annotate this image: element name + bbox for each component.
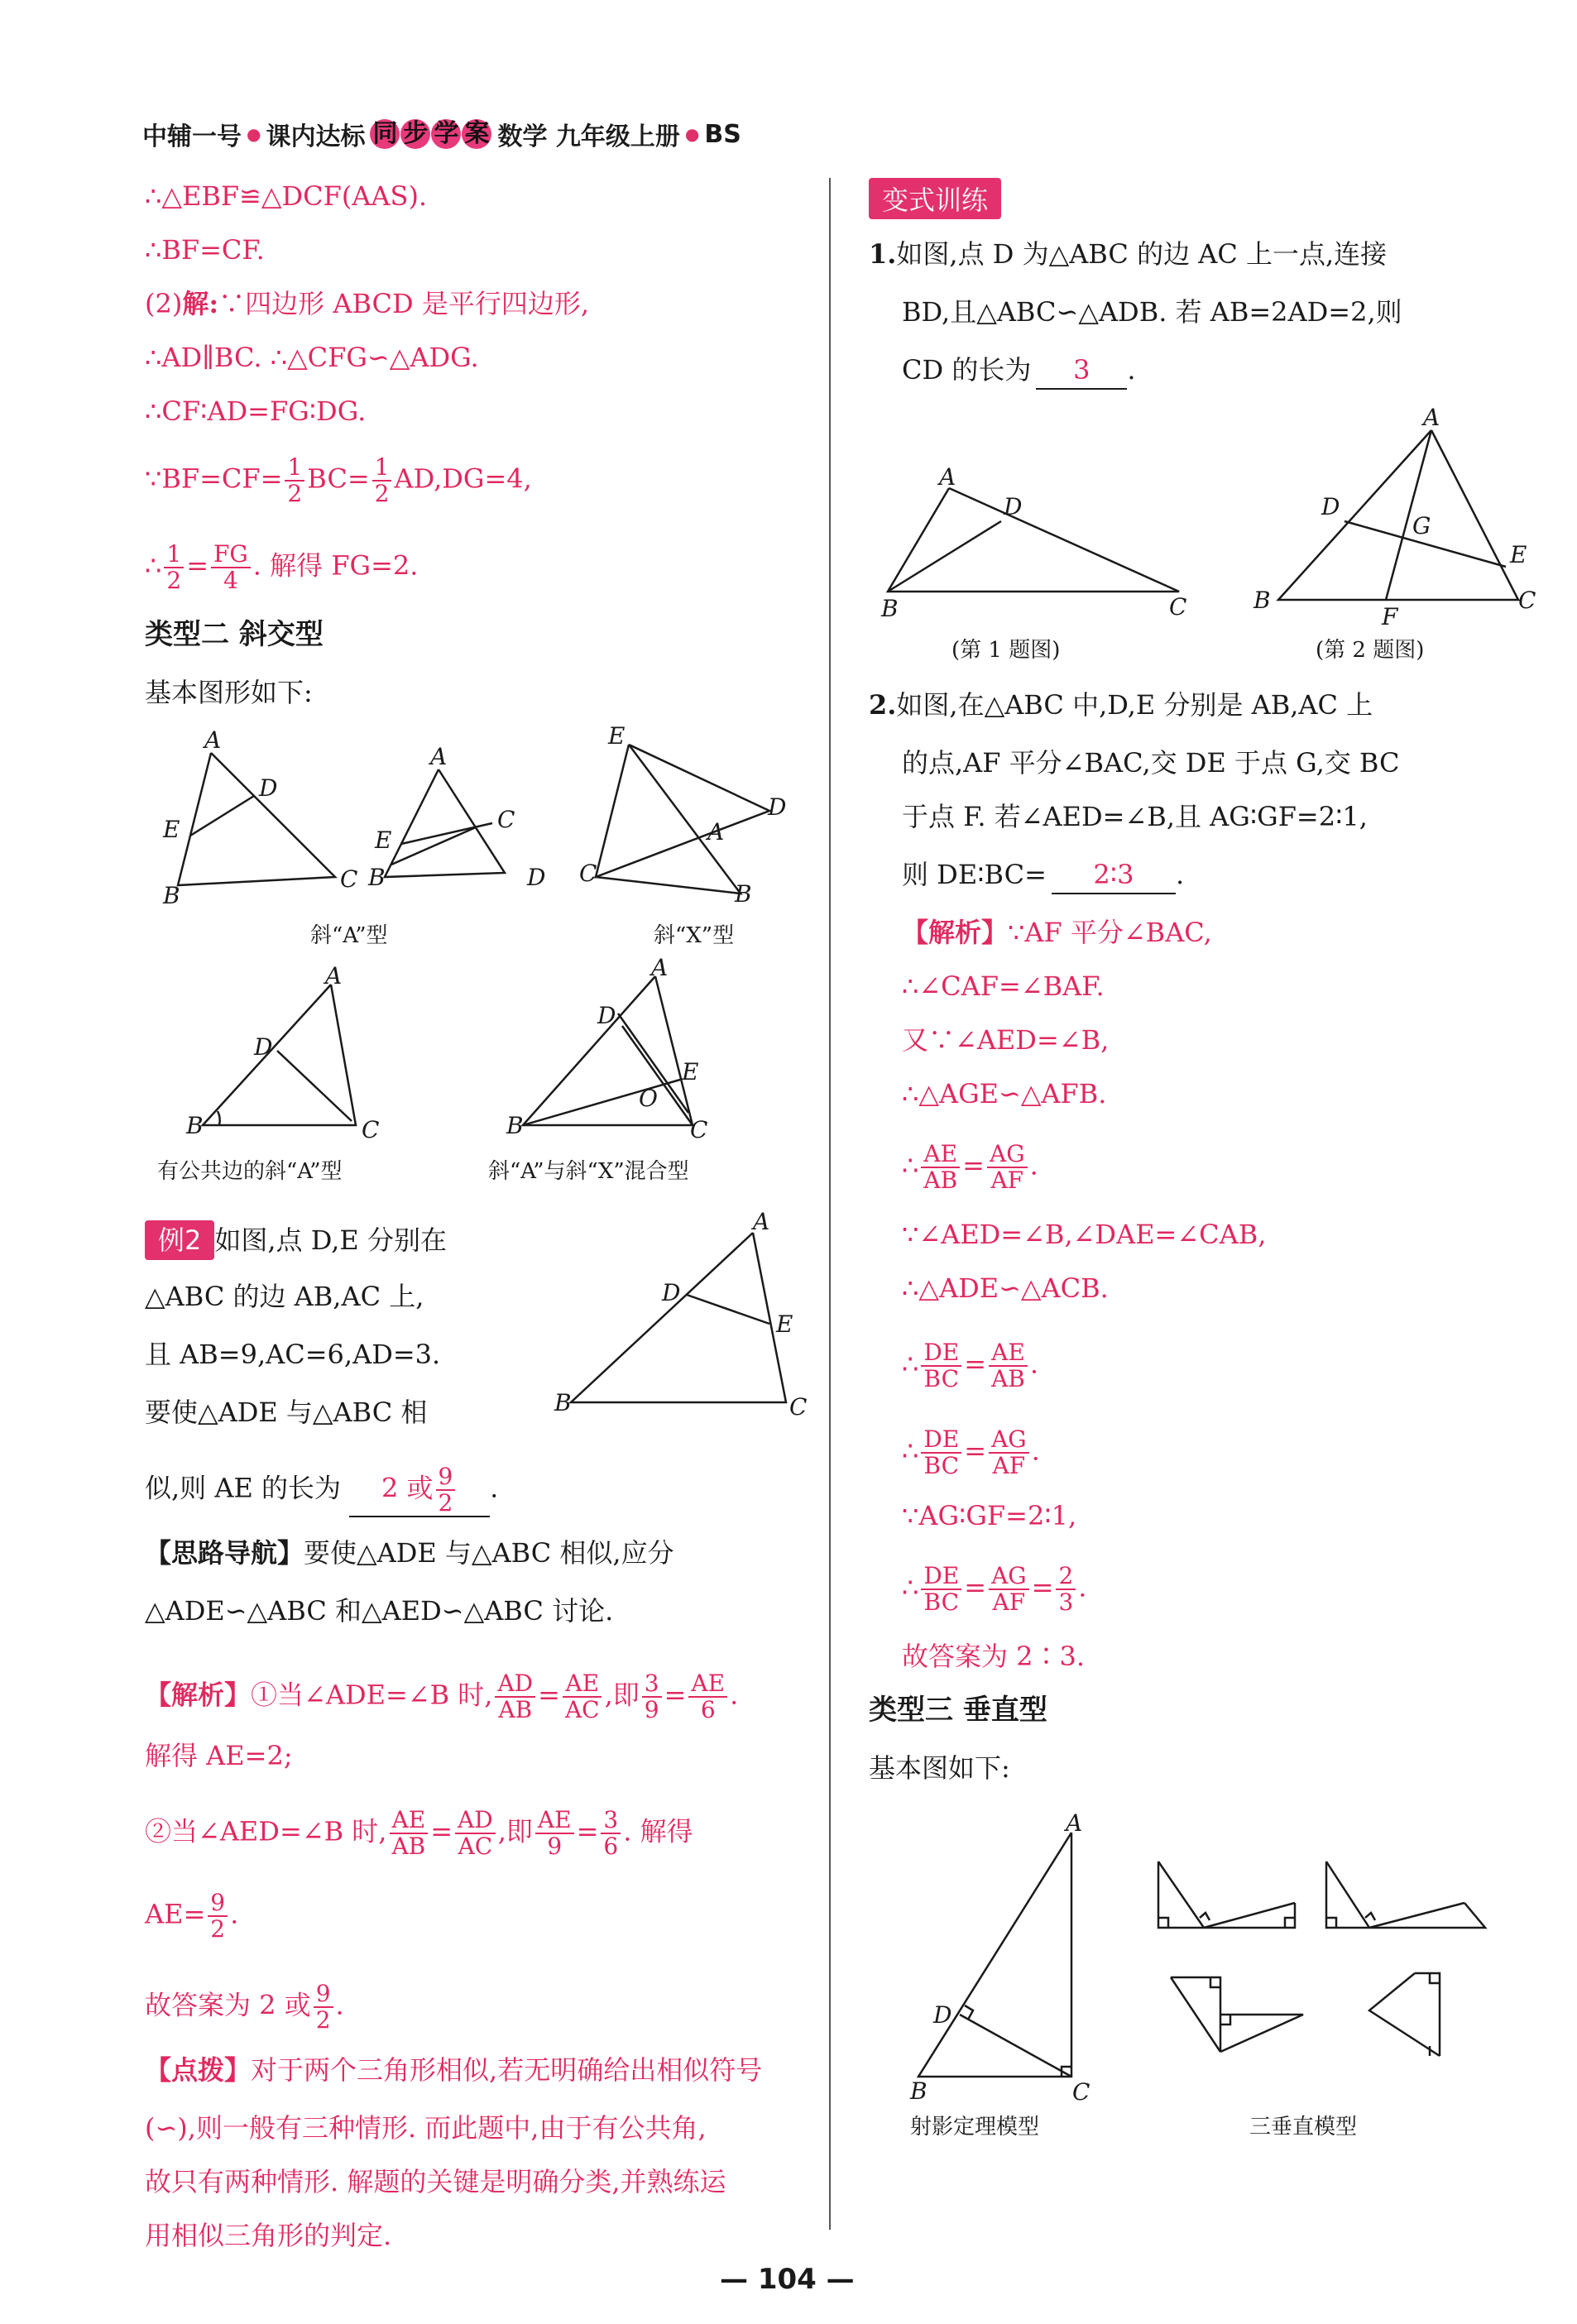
- denominator: 6: [603, 1833, 619, 1860]
- example2-line: [145, 1464, 498, 1517]
- text: AE=: [145, 1898, 206, 1930]
- denominator: 2: [438, 1489, 453, 1517]
- fraction: [1056, 1564, 1076, 1615]
- numerator: DE: [921, 1340, 961, 1367]
- text: =: [964, 1435, 987, 1467]
- numerator: 1: [285, 455, 304, 482]
- basic-figures-label: 基本图形如下:: [145, 677, 313, 708]
- fraction: [563, 1671, 602, 1723]
- text: BC=: [307, 462, 370, 495]
- fraction: [535, 1808, 574, 1859]
- text: =: [538, 1679, 560, 1711]
- example2-line: 且 AB=9,AC=6,AD=3.: [145, 1339, 441, 1370]
- denominator: BC: [923, 1452, 960, 1479]
- denominator: 2: [210, 1915, 226, 1943]
- question2-line: 于点 F. 若∠AED=∠B,且 AG∶GF=2∶1,: [902, 801, 1368, 832]
- text: 如图,点 D 为△ABC 的边 AC 上一点,连接: [896, 238, 1388, 270]
- denominator: BC: [923, 1588, 960, 1616]
- svg-text:C: C: [579, 860, 597, 887]
- text: .: [730, 1679, 739, 1711]
- analysis-line: [902, 1564, 1086, 1615]
- header-chip: 步: [400, 119, 430, 149]
- example2-line: 要使△ADE 与△ABC 相: [145, 1397, 428, 1428]
- header-chip: 同: [370, 119, 400, 149]
- fraction: [436, 1464, 456, 1516]
- denominator: 3: [1058, 1588, 1074, 1616]
- text: 如图,点 D,E 分别在: [214, 1224, 447, 1256]
- svg-text:B: B: [554, 1389, 572, 1416]
- basic-figures-label: 基本图如下:: [869, 1752, 1010, 1784]
- svg-text:D: D: [597, 1002, 616, 1029]
- proof-line: [145, 542, 418, 593]
- svg-text:A: A: [753, 1208, 770, 1235]
- figure-slanted-a: [161, 726, 360, 909]
- page-number: — 104 —: [720, 2263, 855, 2296]
- svg-text:F: F: [1382, 603, 1398, 630]
- denominator: 2: [287, 480, 303, 507]
- fraction: [495, 1671, 535, 1723]
- text: ∴: [902, 1571, 919, 1603]
- question2-line: [869, 687, 1373, 723]
- svg-text:E: E: [1510, 541, 1527, 568]
- fraction: [164, 542, 184, 593]
- figure-projection-model: [910, 1809, 1117, 2106]
- text: ∴: [902, 1348, 919, 1380]
- numerator: FG: [211, 542, 251, 568]
- analysis-line: [902, 1142, 1038, 1193]
- answer-text: 2 或: [381, 1472, 434, 1504]
- fraction: [285, 455, 304, 506]
- text: 如图,在△ABC 中,D,E 分别是 AB,AC 上: [896, 689, 1373, 721]
- text: ∴: [902, 1435, 919, 1467]
- svg-text:B: B: [506, 1112, 524, 1139]
- variant-training-tag: [869, 178, 1001, 219]
- svg-text:C: C: [362, 1116, 380, 1143]
- fraction: [921, 1564, 961, 1615]
- text: . 解得: [623, 1815, 693, 1847]
- svg-text:C: C: [690, 1116, 708, 1143]
- numerator: AE: [921, 1142, 960, 1168]
- numerator: AD: [495, 1671, 535, 1698]
- running-header: [142, 116, 741, 152]
- svg-text:D: D: [259, 774, 278, 802]
- thinking-line: △ADE∽△ABC 和△AED∽△ABC 讨论.: [145, 1595, 614, 1627]
- caption-mixed-a-x: 斜“A”与斜“X”混合型: [488, 1159, 689, 1184]
- analysis-tag: 【解析】: [902, 917, 1009, 948]
- numerator: 3: [601, 1808, 621, 1834]
- numerator: AE: [989, 1340, 1028, 1367]
- text: =: [1031, 1571, 1054, 1603]
- text: .: [1175, 859, 1185, 890]
- text: =: [576, 1815, 599, 1847]
- denominator: AF: [992, 1588, 1026, 1616]
- example2-line: [145, 1220, 447, 1260]
- thinking-line: [145, 1535, 674, 1571]
- analysis-line: [145, 1981, 344, 2033]
- svg-text:A: A: [430, 743, 448, 770]
- svg-text:E: E: [608, 722, 626, 750]
- svg-text:D: D: [933, 2001, 952, 2029]
- svg-text:A: A: [651, 954, 669, 981]
- denominator: AC: [564, 1696, 600, 1723]
- denominator: AB: [498, 1696, 533, 1723]
- answer-blank: 2∶3: [1052, 856, 1176, 894]
- text: ∴: [145, 549, 162, 582]
- variant-tag-label: 变式训练: [869, 178, 1001, 219]
- numerator: AG: [989, 1564, 1029, 1590]
- numerator: AE: [563, 1671, 602, 1698]
- question-number: 1.: [869, 238, 897, 270]
- numerator: DE: [921, 1564, 961, 1590]
- denominator: AF: [992, 1452, 1026, 1479]
- svg-text:B: B: [881, 595, 899, 622]
- svg-text:C: C: [340, 865, 358, 893]
- numerator: 3: [642, 1671, 662, 1698]
- analysis-tag: 【解析】: [145, 1679, 252, 1711]
- answer-blank: 3: [1036, 352, 1127, 390]
- proof-line: ∴BF=CF.: [145, 234, 265, 266]
- text: .: [335, 1989, 344, 2021]
- section-heading-type3: 类型三 垂直型: [869, 1694, 1047, 1727]
- tip-line: [145, 2052, 762, 2088]
- fraction: [211, 542, 251, 593]
- denominator: 9: [644, 1696, 659, 1723]
- figure-example2: [554, 1208, 808, 1421]
- fraction: [688, 1671, 727, 1723]
- text: ,即: [604, 1679, 640, 1711]
- denominator: AB: [991, 1365, 1025, 1392]
- caption-slanted-a: 斜“A”型: [310, 923, 388, 948]
- svg-text:B: B: [186, 1112, 204, 1139]
- text: .: [230, 1898, 239, 1930]
- caption-question2: (第 2 题图): [1316, 638, 1425, 663]
- analysis-line: [145, 1808, 693, 1859]
- text: ②当∠AED=∠B 时,: [145, 1815, 387, 1847]
- bullet-icon: ●: [684, 124, 700, 144]
- fraction: [921, 1340, 961, 1392]
- svg-text:C: C: [497, 806, 515, 833]
- question-number: 2.: [869, 689, 897, 721]
- example2-line: △ABC 的边 AB,AC 上,: [145, 1281, 424, 1312]
- caption-projection-model: 射影定理模型: [910, 2115, 1040, 2140]
- header-chip: 学: [431, 119, 461, 149]
- analysis-line: ∴△ADE∽△ACB.: [902, 1272, 1109, 1304]
- text: =: [962, 1149, 985, 1181]
- fraction: [987, 1142, 1028, 1193]
- analysis-line: [145, 1890, 238, 1942]
- denominator: 2: [315, 2006, 331, 2034]
- denominator: 6: [700, 1696, 716, 1723]
- analysis-line: ∴∠CAF=∠BAF.: [902, 970, 1105, 1002]
- denominator: AB: [923, 1167, 958, 1194]
- svg-text:B: B: [735, 880, 752, 908]
- svg-text:C: C: [1072, 2078, 1090, 2106]
- svg-text:G: G: [1412, 512, 1431, 539]
- numerator: 2: [1056, 1564, 1076, 1590]
- text: AD,DG=4,: [394, 462, 532, 495]
- svg-text:E: E: [682, 1058, 699, 1085]
- analysis-line: ∵∠AED=∠B,∠DAE=∠CAB,: [902, 1219, 1267, 1250]
- header-chips: [370, 119, 492, 149]
- svg-text:E: E: [776, 1311, 793, 1338]
- text: ,即: [497, 1815, 533, 1847]
- text: =: [186, 549, 209, 582]
- question1-line: [869, 236, 1387, 272]
- figure-question1: [881, 463, 1196, 629]
- question2-line: [902, 856, 1184, 894]
- bullet-icon: ●: [247, 124, 261, 144]
- svg-text:A: A: [1423, 404, 1440, 431]
- analysis-line: ∵AG∶GF=2∶1,: [902, 1500, 1077, 1531]
- column-divider: [829, 178, 831, 2230]
- example2-tag: 例2: [145, 1220, 214, 1260]
- text: .: [1078, 1571, 1087, 1603]
- svg-text:B: B: [368, 864, 386, 891]
- proof-line: [145, 455, 532, 506]
- numerator: AE: [390, 1808, 429, 1834]
- denominator: AF: [990, 1167, 1024, 1194]
- text: ∵四边形 ABCD 是平行四边形,: [218, 288, 590, 319]
- fraction: [601, 1808, 621, 1859]
- denominator: 4: [223, 567, 238, 594]
- analysis-line: [902, 1427, 1040, 1478]
- analysis-line: [145, 1671, 738, 1723]
- fraction: [921, 1142, 960, 1193]
- solution-label: 解:: [182, 288, 219, 319]
- denominator: AC: [458, 1833, 493, 1860]
- analysis-line: 又∵∠AED=∠B,: [902, 1024, 1110, 1056]
- header-part2: 数学 九年级上册: [497, 122, 680, 151]
- text: CD 的长为: [902, 354, 1032, 386]
- fraction: [642, 1671, 662, 1723]
- text: .: [490, 1472, 499, 1504]
- proof-line: ∴△EBF≌△DCF(AAS).: [145, 180, 428, 212]
- header-chip: 案: [462, 119, 491, 149]
- header-part1: 课内达标: [266, 122, 366, 151]
- svg-text:B: B: [910, 2077, 928, 2105]
- svg-text:A: A: [204, 726, 222, 754]
- fraction: [989, 1427, 1029, 1478]
- caption-slanted-x: 斜“X”型: [654, 923, 735, 948]
- numerator: 9: [314, 1981, 333, 2008]
- question1-line: [902, 352, 1136, 390]
- fraction: [921, 1427, 961, 1478]
- tip-tag: 【点拨】: [145, 2054, 252, 2086]
- numerator: AD: [455, 1808, 496, 1834]
- svg-text:C: C: [789, 1393, 808, 1421]
- text: ∵BF=CF=: [145, 462, 283, 495]
- numerator: 9: [208, 1890, 228, 1917]
- caption-common-side-a: 有公共边的斜“A”型: [157, 1159, 343, 1184]
- text: =: [430, 1815, 453, 1847]
- svg-text:A: A: [325, 962, 343, 989]
- header-part3: BS: [704, 119, 741, 149]
- text: =: [964, 1348, 987, 1380]
- denominator: 2: [374, 480, 390, 507]
- text: .: [1029, 1149, 1038, 1181]
- text: 要使△ADE 与△ABC 相似,应分: [304, 1537, 674, 1569]
- svg-text:E: E: [375, 827, 392, 854]
- figure-three-perpendicular: [1154, 1853, 1502, 2060]
- figure-question2: [1253, 404, 1536, 630]
- figure-common-side-a: [186, 962, 385, 1143]
- text: 对于两个三角形相似,若无明确给出相似符号: [251, 2054, 763, 2086]
- figure-slanted-a-variant: [368, 743, 550, 894]
- fraction: [455, 1808, 496, 1859]
- text: ∴: [902, 1149, 919, 1181]
- figure-slanted-x: [579, 722, 787, 908]
- text: ①当∠ADE=∠B 时,: [251, 1679, 493, 1711]
- numerator: 1: [164, 542, 184, 568]
- header-brand: 中辅一号: [142, 122, 242, 151]
- fraction: [989, 1564, 1029, 1615]
- denominator: 9: [547, 1833, 563, 1860]
- numerator: 9: [436, 1464, 456, 1491]
- svg-text:D: D: [1004, 493, 1023, 520]
- denominator: 2: [166, 567, 182, 594]
- question1-line: BD,且△ABC∽△ADB. 若 AB=2AD=2,则: [902, 296, 1402, 328]
- text: 故答案为 2 或: [145, 1989, 311, 2021]
- svg-text:C: C: [1518, 587, 1536, 614]
- text: .: [1031, 1435, 1040, 1467]
- svg-text:D: D: [254, 1033, 273, 1061]
- svg-text:E: E: [163, 816, 180, 843]
- figure-mixed-a-x: [506, 954, 721, 1143]
- analysis-line: [902, 1340, 1038, 1392]
- proof-line: ∴AD∥BC. ∴△CFG∽△ADG.: [145, 342, 479, 373]
- numerator: AE: [688, 1671, 727, 1698]
- text: .: [1127, 354, 1136, 386]
- svg-text:A: A: [707, 818, 725, 846]
- svg-text:B: B: [163, 882, 180, 909]
- caption-three-perpendicular: 三垂直模型: [1249, 2115, 1358, 2140]
- numerator: AE: [535, 1808, 574, 1834]
- fraction: [372, 455, 392, 506]
- svg-text:C: C: [1169, 593, 1187, 621]
- fraction: [208, 1890, 228, 1942]
- text: 似,则 AE 的长为: [145, 1472, 341, 1504]
- text: ∵AF 平分∠BAC,: [1008, 917, 1212, 948]
- part-number: (2): [145, 288, 183, 319]
- section-heading-type2: 类型二 斜交型: [145, 618, 324, 651]
- svg-text:D: D: [1321, 493, 1340, 520]
- text: =: [664, 1679, 687, 1711]
- caption-question1: (第 1 题图): [951, 638, 1061, 663]
- svg-text:A: A: [939, 463, 956, 491]
- text: 则 DE∶BC=: [902, 859, 1047, 890]
- analysis-line: ∴△AGE∽△AFB.: [902, 1078, 1107, 1109]
- fraction: [314, 1981, 333, 2033]
- svg-text:A: A: [1066, 1809, 1083, 1837]
- analysis-line: 故答案为 2∶3.: [902, 1641, 1086, 1672]
- fraction: [989, 1340, 1028, 1392]
- answer-blank: [349, 1464, 490, 1517]
- text: . 解得 FG=2.: [252, 549, 419, 582]
- question2-line: 的点,AF 平分∠BAC,交 DE 于点 G,交 BC: [902, 747, 1400, 779]
- tip-line: (∽),则一般有三种情形. 而此题中,由于有公共角,: [145, 2112, 707, 2144]
- svg-text:D: D: [662, 1279, 681, 1306]
- analysis-line: [902, 914, 1212, 951]
- denominator: BC: [923, 1365, 960, 1392]
- proof-line: [145, 285, 589, 322]
- denominator: AB: [391, 1833, 426, 1860]
- analysis-line: 解得 AE=2;: [145, 1740, 293, 1771]
- tip-line: 用相似三角形的判定.: [145, 2220, 392, 2251]
- tip-line: 故只有两种情形. 解题的关键是明确分类,并熟练运: [145, 2166, 726, 2197]
- numerator: DE: [921, 1427, 961, 1454]
- fraction: [389, 1808, 428, 1859]
- svg-text:B: B: [1253, 587, 1271, 614]
- text: =: [964, 1571, 987, 1603]
- proof-line: ∴CF∶AD=FG∶DG.: [145, 395, 367, 427]
- svg-text:D: D: [768, 793, 787, 821]
- svg-text:D: D: [527, 864, 546, 891]
- text: .: [1029, 1348, 1039, 1380]
- numerator: 1: [372, 455, 392, 482]
- svg-text:O: O: [639, 1085, 658, 1112]
- numerator: AG: [989, 1427, 1029, 1454]
- numerator: AG: [987, 1142, 1028, 1168]
- thinking-tag: 【思路导航】: [145, 1537, 304, 1569]
